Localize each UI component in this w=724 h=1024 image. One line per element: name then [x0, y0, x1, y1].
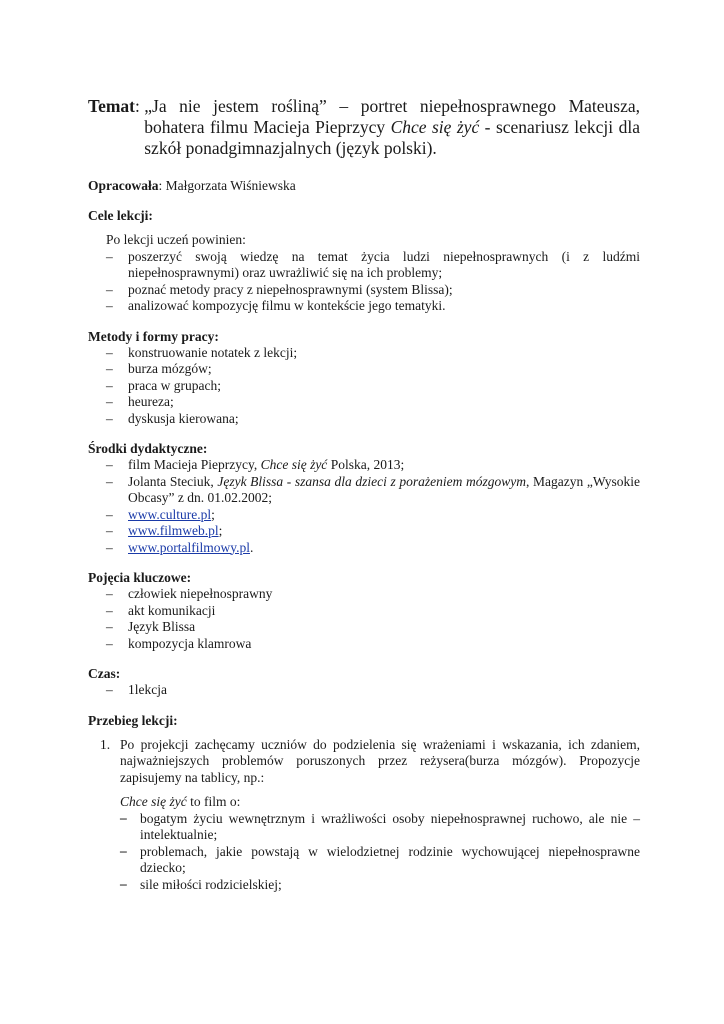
list-item: – konstruowanie notatek z lekcji;	[106, 344, 298, 360]
topic-text-before: „Ja nie jestem rośliną” – portret niepełnosprawnego Mateusza, bohatera filmu Macieja Pieprzycy	[144, 96, 640, 137]
list-item: – kompozycja klamrowa	[106, 635, 252, 651]
link-punct: ;	[218, 523, 223, 538]
list-item: – sile miłości rodzicielskiej;	[120, 875, 282, 892]
author-name: Małgorzata Wiśniewska	[165, 178, 296, 193]
film-topics-list	[88, 811, 640, 894]
resource-text: Polska, 2013;	[327, 457, 405, 472]
goals-list	[88, 249, 640, 315]
list-item-text: poszerzyć swoją wiedzę na temat życia ludzi niepełnosprawnych (i z ludźmi niepełnosprawnymi) oraz uwrażliwić się na ich problemy;	[128, 248, 640, 280]
resource-film-title: Chce się żyć	[260, 457, 328, 472]
list-item: – bogatym życiu wewnętrznym i wrażliwości osoby niepełnosprawnej ruchowo, ale nie – intelektualnie;	[120, 809, 640, 842]
list-item-text: sile miłości rodzicielskiej;	[140, 876, 282, 892]
list-item-text: 1lekcja	[128, 682, 167, 697]
list-item: – heureza;	[106, 394, 174, 409]
document-page	[88, 96, 640, 893]
list-item-text: człowiek niepełnosprawny	[128, 586, 273, 601]
topic-colon: :	[135, 96, 145, 116]
list-item: – www.culture.pl;	[106, 506, 215, 522]
procedure-heading: Przebieg lekcji:	[88, 712, 178, 728]
list-item: – www.filmweb.pl;	[106, 523, 223, 538]
list-item: – Język Blissa	[106, 619, 196, 634]
list-item: – problemach, jakie powstają w wielodzietnej rodzinie wychowującej niepełnosprawne dziecko;	[120, 842, 640, 875]
goals-intro: Po lekcji uczeń powinien:	[106, 232, 246, 247]
procedure-step	[88, 737, 640, 787]
procedure-steps	[88, 737, 640, 787]
methods-heading: Metody i formy pracy:	[88, 328, 219, 344]
list-item-text: problemach, jakie powstają w wielodzietnej rodzinie wychowującej niepełnosprawne dziecko;	[140, 843, 640, 875]
list-item: – analizować kompozycję filmu w kontekście jego tematyki.	[106, 298, 446, 313]
concepts-heading: Pojęcia kluczowe:	[88, 570, 192, 585]
link-punct: .	[249, 539, 254, 555]
list-item: – poznać metody pracy z niepełnosprawnymi (system Blissa);	[106, 281, 453, 297]
list-item: – 1lekcja	[106, 682, 167, 697]
list-item: – Jolanta Steciuk, Język Blissa - szansa dla dzieci z porażeniem mózgowym, Magazyn „Wysokie Obcasy” z dn. 01.02.2002;	[106, 473, 641, 505]
list-item-text: praca w grupach;	[128, 377, 221, 393]
list-item: – film Macieja Pieprzycy, Chce się żyć Polska, 2013;	[106, 457, 405, 472]
author-line	[88, 177, 640, 194]
list-item: – burza mózgów;	[106, 361, 212, 376]
step-text: Po projekcji zachęcamy uczniów do podzielenia się wrażeniami i wskazania, ich zdaniem, najważniejszych problemów poruszonych przez reżysera(burza mózgów). Propozycje zapisujemy na tablicy, np.:	[120, 736, 640, 785]
author-colon: :	[158, 178, 166, 193]
film-title: Chce się żyć	[120, 794, 187, 809]
resource-text: Jolanta Steciuk,	[128, 473, 218, 489]
resources-list	[88, 457, 640, 556]
resource-text: , Magazyn „Wysokie Obcasy” z dn. 01.02.2002;	[128, 473, 641, 505]
culture-link[interactable]: www.culture.pl	[128, 506, 212, 522]
list-item-text: konstruowanie notatek z lekcji;	[128, 344, 298, 360]
film-about-text: to film o:	[186, 794, 241, 809]
methods-list	[88, 345, 640, 428]
list-item-text: akt komunikacji	[128, 602, 216, 618]
time-list	[88, 682, 640, 699]
list-item-text: heureza;	[128, 394, 174, 409]
topic-text	[144, 96, 640, 159]
step-number: 1.	[100, 736, 111, 752]
topic-title	[88, 96, 640, 159]
goals-heading: Cele lekcji:	[88, 208, 153, 223]
topic-label: Temat	[88, 96, 135, 116]
topic-film-title: Chce się żyć	[390, 117, 480, 137]
list-item-text: analizować kompozycję filmu w kontekście jego tematyki.	[128, 298, 446, 313]
list-item: – człowiek niepełnosprawny	[106, 586, 273, 601]
list-item: – poszerzyć swoją wiedzę na temat życia ludzi niepełnosprawnych (i z ludźmi niepełnosprawnymi) oraz uwrażliwić się na ich problemy;	[106, 248, 640, 280]
list-item: – akt komunikacji	[106, 602, 216, 618]
time-heading: Czas:	[88, 666, 121, 681]
author-label: Opracowała	[88, 178, 159, 193]
resources-heading: Środki dydaktyczne:	[88, 441, 208, 456]
topic-text-after: - scenariusz lekcji dla szkół ponadgimnazjalnych (język polski).	[144, 117, 640, 158]
list-item-text: dyskusja kierowana;	[128, 410, 239, 426]
resource-article-title: Język Blissa - szansa dla dzieci z porażeniem mózgowym	[217, 473, 526, 489]
link-punct: ;	[211, 506, 215, 522]
portalfilmowy-link[interactable]: www.portalfilmowy.pl	[128, 539, 250, 555]
list-item-text: bogatym życiu wewnętrznym i wrażliwości osoby niepełnosprawnej ruchowo, ale nie – intelektualnie;	[140, 810, 640, 842]
concepts-list	[88, 586, 640, 652]
list-item-text: poznać metody pracy z niepełnosprawnymi (system Blissa);	[128, 281, 453, 297]
resource-text: film Macieja Pieprzycy,	[128, 457, 261, 472]
list-item: – www.portalfilmowy.pl.	[106, 539, 254, 555]
film-about-line	[88, 794, 640, 811]
list-item: – dyskusja kierowana;	[106, 410, 239, 426]
list-item: – praca w grupach;	[106, 377, 221, 393]
filmweb-link[interactable]: www.filmweb.pl	[128, 523, 219, 538]
list-item-text: Język Blissa	[128, 619, 196, 634]
list-item-text: burza mózgów;	[128, 361, 212, 376]
list-item-text: kompozycja klamrowa	[128, 635, 252, 651]
